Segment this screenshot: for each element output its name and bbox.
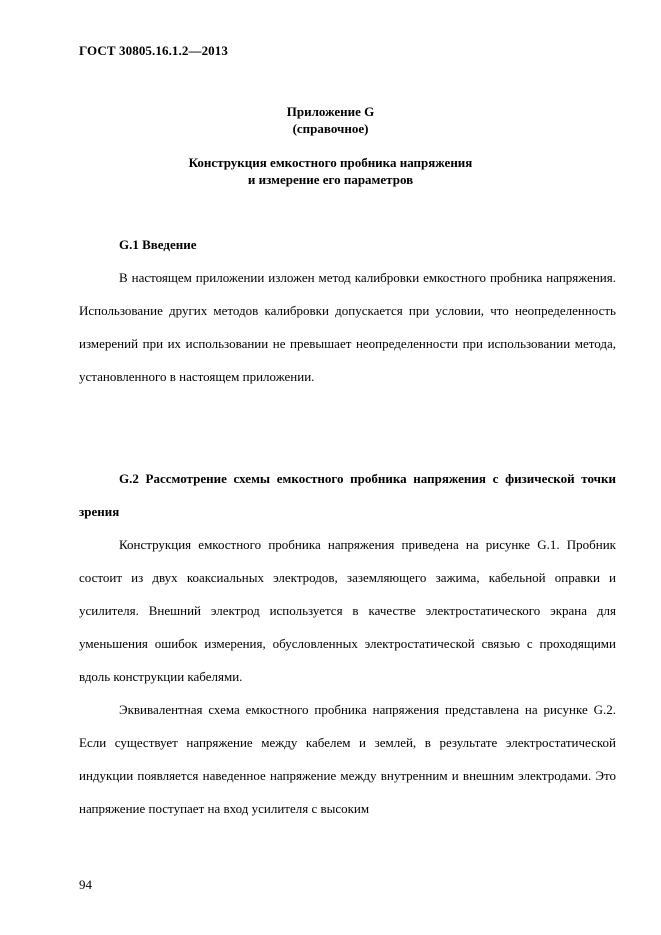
section-2-paragraph-1: Конструкция емкостного пробника напряжения приведена на рисунке G.1. Пробник состоит из двух коаксиальных электродов, заземляющего зажима, кабельной оправки и усилителя. Внешний электрод используется в качестве электростатического экрана для уменьшения ошибок измерения, обусловленных электростатической связью с проходящими вдоль конструкции кабелями.	[79, 537, 616, 684]
appendix-title: Приложение G	[286, 104, 375, 119]
section-2-heading: G.2 Рассмотрение схемы емкостного пробника напряжения с физической точки зрения	[79, 471, 616, 519]
section-1-heading: G.1 Введение	[119, 237, 197, 252]
page-number: 94	[79, 877, 92, 892]
appendix-heading-line-2: и измерение его параметров	[247, 172, 414, 187]
section-introduction	[79, 228, 616, 393]
section-2-paragraph-2: Эквивалентная схема емкостного пробника напряжения представлена на рисунке G.2. Если существует напряжение между кабелем и землей, в результате электростатической индукции появляется наведенное напряжение между внутренним и внешним электродами. Это напряжение поступает на вход усилителя с высоким	[79, 702, 616, 816]
document-code-header: ГОСТ 30805.16.1.2—2013	[79, 43, 228, 58]
appendix-type: (справочное)	[292, 121, 369, 136]
section-physical-view	[79, 462, 616, 825]
appendix-heading-line-1: Конструкция емкостного пробника напряжения	[188, 155, 473, 170]
section-1-paragraph: В настоящем приложении изложен метод калибровки емкостного пробника напряжения. Использование других методов калибровки допускается при условии, что неопределенность измерений при их использовании не превышает неопределенности при использовании метода, установленного в настоящем приложении.	[79, 270, 616, 384]
appendix-heading	[0, 154, 661, 188]
